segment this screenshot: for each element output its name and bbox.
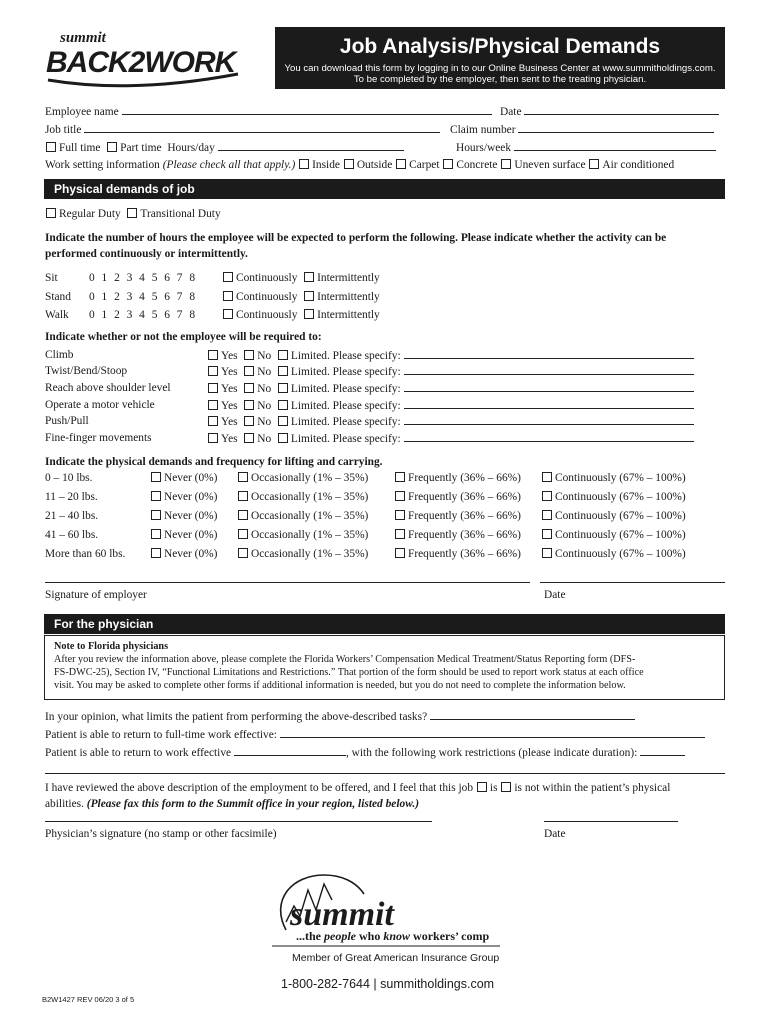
work-setting-label: Work setting information	[45, 159, 160, 171]
concrete-checkbox[interactable]	[443, 159, 453, 169]
job-is-checkbox[interactable]	[477, 782, 487, 792]
hour-scale[interactable]: 0 1 2 3 4 5 6 7 8	[89, 309, 196, 321]
header-instructions	[275, 63, 725, 85]
limited-label: Limited. Please specify:	[290, 383, 401, 395]
no-label: No	[257, 400, 272, 412]
no-label: No	[257, 366, 272, 378]
full-duty-row	[45, 727, 705, 742]
posture-label: Stand	[45, 291, 71, 303]
claim-number-field[interactable]	[518, 122, 714, 133]
logo-summit-text: summit	[60, 30, 106, 46]
tagline-people: people	[324, 929, 356, 943]
employer-date-line[interactable]	[540, 582, 725, 583]
hours-week-field[interactable]	[514, 140, 716, 151]
hour-scale[interactable]: 0 1 2 3 4 5 6 7 8	[89, 272, 196, 284]
form-header	[275, 27, 725, 89]
frequency-checkbox[interactable]	[238, 548, 248, 558]
physician-date-label: Date	[544, 828, 566, 840]
contact-text: 1-800-282-7644 | summitholdings.com	[281, 977, 495, 991]
frequency-label: Occasionally (1% – 35%)	[251, 548, 369, 560]
yes-checkbox[interactable]	[208, 433, 218, 443]
physical-demands-bar: Physical demands of job	[44, 179, 725, 199]
frequency-label: Never (0%)	[164, 548, 218, 560]
activity-options	[207, 414, 694, 429]
member-text: Member of Great American Insurance Group	[292, 952, 500, 964]
yes-label: Yes	[221, 350, 238, 362]
frequency-checkbox[interactable]	[542, 548, 552, 558]
continuously-checkbox[interactable]	[223, 291, 233, 301]
limited-specify-field[interactable]	[404, 364, 694, 375]
lifting-frequency-option	[150, 471, 217, 485]
lifting-frequency-option	[150, 528, 217, 542]
physician-bar: For the physician	[44, 614, 725, 634]
frequency-checkbox[interactable]	[395, 491, 405, 501]
lifting-frequency-option	[394, 471, 521, 485]
limited-specify-field[interactable]	[404, 431, 694, 442]
job-is-not-checkbox[interactable]	[501, 782, 511, 792]
date-field[interactable]	[524, 104, 719, 115]
activity-label: Operate a motor vehicle	[45, 399, 155, 411]
activity-options	[207, 364, 694, 379]
employer-signature-label: Signature of employer	[45, 589, 147, 601]
required-heading: Indicate whether or not the employee will be required to:	[45, 331, 322, 343]
limited-specify-field[interactable]	[404, 381, 694, 392]
lifting-frequency-option	[237, 547, 368, 561]
yes-checkbox[interactable]	[208, 383, 218, 393]
activity-label: Reach above shoulder level	[45, 382, 171, 394]
frequency-checkbox[interactable]	[395, 529, 405, 539]
lifting-heading: Indicate the physical demands and frequency for lifting and carrying.	[45, 456, 383, 468]
lifting-frequency-option	[237, 471, 368, 485]
outside-checkbox[interactable]	[344, 159, 354, 169]
header-sub-line-1: You can download this form by logging in to our Online Business Center at www.summitholdings.com.	[284, 63, 716, 74]
hours-instruction-1: Indicate the number of hours the employee will be expected to perform the following. Please indicate whether the activity can be	[45, 232, 667, 244]
frequency-checkbox[interactable]	[395, 472, 405, 482]
activity-label: Twist/Bend/Stoop	[45, 365, 128, 377]
physician-date-line[interactable]	[544, 821, 678, 822]
frequency-label: Frequently (36% – 66%)	[408, 472, 521, 484]
opinion-label: In your opinion, what limits the patient from performing the above-described tasks?	[45, 711, 428, 723]
job-title-row	[45, 122, 440, 137]
frequency-label: Occasionally (1% – 35%)	[251, 510, 369, 522]
posture-row	[45, 290, 195, 304]
no-checkbox[interactable]	[244, 416, 254, 426]
frequency-checkbox[interactable]	[395, 510, 405, 520]
frequency-label: Continuously (67% – 100%)	[555, 529, 686, 541]
yes-label: Yes	[221, 416, 238, 428]
opinion-field[interactable]	[430, 709, 635, 720]
intermittently-checkbox[interactable]	[304, 291, 314, 301]
no-label: No	[257, 383, 272, 395]
yes-label: Yes	[221, 366, 238, 378]
physician-signature-line[interactable]	[45, 821, 432, 822]
note-line-2: FS-DWC-25), Section IV, “Functional Limitations and Restrictions.” That portion of the form should be used to report work status at each office	[54, 667, 644, 678]
job-is-label: is	[489, 782, 498, 794]
florida-note-box	[44, 635, 725, 700]
no-label: No	[257, 350, 272, 362]
posture-frequency	[222, 308, 380, 322]
work-setting-note: (Please check all that apply.)	[162, 159, 296, 171]
setting-air-conditioned: Air conditioned	[602, 159, 675, 171]
job-title-field[interactable]	[84, 122, 440, 133]
continuously-label: Continuously	[236, 291, 298, 303]
limited-label: Limited. Please specify:	[290, 433, 401, 445]
date-label: Date	[500, 106, 522, 118]
setting-carpet: Carpet	[409, 159, 440, 171]
setting-uneven-surface: Uneven surface	[514, 159, 586, 171]
date-row	[500, 104, 719, 119]
no-checkbox[interactable]	[244, 383, 254, 393]
limited-checkbox[interactable]	[278, 416, 288, 426]
no-label: No	[257, 433, 272, 445]
lifting-frequency-option	[394, 509, 521, 523]
lifting-frequency-option	[237, 528, 368, 542]
restricted-date-field[interactable]	[234, 745, 346, 756]
review-label: I have reviewed the above description of the employment to be offered, and I feel that this job	[45, 782, 474, 794]
limited-label: Limited. Please specify:	[290, 350, 401, 362]
weight-label: More than 60 lbs.	[45, 548, 126, 560]
note-line-1: After you review the information above, please complete the Florida Workers’ Compensation Medical Treatment/Status Reporting form (DFS-	[54, 654, 636, 665]
hours-instruction-2: performed continuously or intermittently.	[45, 248, 248, 260]
lifting-frequency-option	[541, 547, 686, 561]
lifting-frequency-option	[150, 490, 217, 504]
air-conditioned-checkbox[interactable]	[589, 159, 599, 169]
hours-day-label: Hours/day	[167, 142, 215, 154]
frequency-checkbox[interactable]	[151, 548, 161, 558]
yes-label: Yes	[221, 400, 238, 412]
part-time-label: Part time	[120, 142, 162, 154]
frequency-label: Occasionally (1% – 35%)	[251, 529, 369, 541]
regular-duty-checkbox[interactable]	[46, 208, 56, 218]
activity-options	[207, 348, 694, 363]
opinion-row	[45, 709, 635, 724]
frequency-checkbox[interactable]	[542, 510, 552, 520]
activity-label: Climb	[45, 349, 74, 361]
frequency-checkbox[interactable]	[151, 529, 161, 539]
frequency-label: Continuously (67% – 100%)	[555, 548, 686, 560]
form-code: B2W1427 REV 06/20 3 of 5	[42, 995, 135, 1004]
limited-specify-field[interactable]	[404, 398, 694, 409]
full-duty-label: Patient is able to return to full-time work effective:	[45, 729, 277, 741]
no-label: No	[257, 416, 272, 428]
frequency-label: Frequently (36% – 66%)	[408, 510, 521, 522]
frequency-label: Frequently (36% – 66%)	[408, 491, 521, 503]
restricted-label-b: , with the following work restrictions (please indicate duration):	[345, 747, 638, 759]
carpet-checkbox[interactable]	[396, 159, 406, 169]
posture-frequency	[222, 271, 380, 285]
restrictions-field[interactable]	[640, 745, 685, 756]
no-checkbox[interactable]	[244, 433, 254, 443]
lifting-frequency-option	[150, 547, 217, 561]
employment-type-row	[45, 140, 404, 155]
limited-checkbox[interactable]	[278, 350, 288, 360]
abilities-row	[45, 797, 419, 811]
note-title: Note to Florida physicians	[54, 641, 169, 652]
limited-label: Limited. Please specify:	[290, 366, 401, 378]
full-time-label: Full time	[59, 142, 101, 154]
tagline-post: workers’ comp	[410, 929, 490, 943]
employer-signature-line[interactable]	[45, 582, 530, 583]
limited-checkbox[interactable]	[278, 400, 288, 410]
lifting-frequency-option	[394, 490, 521, 504]
continuously-checkbox[interactable]	[223, 272, 233, 282]
activity-options	[207, 398, 694, 413]
intermittently-label: Intermittently	[317, 272, 380, 284]
posture-row	[45, 308, 195, 322]
limited-checkbox[interactable]	[278, 366, 288, 376]
setting-concrete: Concrete	[456, 159, 498, 171]
fax-note: (Please fax this form to the Summit office in your region, listed below.)	[86, 798, 420, 810]
limited-label: Limited. Please specify:	[290, 416, 401, 428]
posture-row	[45, 271, 195, 285]
activity-label: Fine-finger movements	[45, 432, 152, 444]
restricted-row	[45, 745, 685, 760]
tagline-pre: ...the	[296, 929, 324, 943]
frequency-checkbox[interactable]	[238, 472, 248, 482]
summit-brand-text: summit	[290, 896, 394, 933]
employer-date-label: Date	[544, 589, 566, 601]
back2work-logo	[42, 24, 242, 98]
work-setting-row	[45, 158, 674, 172]
frequency-checkbox[interactable]	[238, 510, 248, 520]
lifting-frequency-option	[541, 509, 686, 523]
frequency-label: Occasionally (1% – 35%)	[251, 472, 369, 484]
frequency-label: Occasionally (1% – 35%)	[251, 491, 369, 503]
lifting-frequency-option	[237, 509, 368, 523]
tagline	[296, 929, 489, 944]
weight-label: 11 – 20 lbs.	[45, 491, 98, 503]
lifting-frequency-option	[237, 490, 368, 504]
job-title-label: Job title	[45, 124, 82, 136]
job-is-not-label: is not within the patient’s physical	[514, 782, 671, 794]
hour-scale[interactable]: 0 1 2 3 4 5 6 7 8	[89, 291, 196, 303]
frequency-label: Never (0%)	[164, 491, 218, 503]
lifting-frequency-option	[150, 509, 217, 523]
frequency-checkbox[interactable]	[238, 529, 248, 539]
limited-checkbox[interactable]	[278, 433, 288, 443]
full-duty-field[interactable]	[280, 727, 705, 738]
form-title: Job Analysis/Physical Demands	[339, 35, 661, 58]
weight-label: 21 – 40 lbs.	[45, 510, 99, 522]
frequency-checkbox[interactable]	[238, 491, 248, 501]
frequency-label: Never (0%)	[164, 529, 218, 541]
posture-label: Sit	[45, 272, 58, 284]
lifting-frequency-option	[394, 528, 521, 542]
lifting-frequency-option	[541, 471, 686, 485]
frequency-label: Continuously (67% – 100%)	[555, 472, 686, 484]
activity-label: Push/Pull	[45, 415, 89, 427]
lifting-frequency-option	[394, 547, 521, 561]
restricted-label-a: Patient is able to return to work effective	[45, 747, 232, 759]
frequency-checkbox[interactable]	[151, 510, 161, 520]
intermittently-checkbox[interactable]	[304, 309, 314, 319]
uneven-surface-checkbox[interactable]	[501, 159, 511, 169]
frequency-checkbox[interactable]	[542, 472, 552, 482]
weight-label: 41 – 60 lbs.	[45, 529, 99, 541]
tagline-know: know	[383, 929, 411, 943]
setting-inside: Inside	[312, 159, 340, 171]
intermittently-label: Intermittently	[317, 291, 380, 303]
header-sub-line-2: To be completed by the employer, then sent to the treating physician.	[353, 74, 647, 85]
frequency-checkbox[interactable]	[151, 491, 161, 501]
regular-duty-label: Regular Duty	[59, 208, 121, 220]
weight-label: 0 – 10 lbs.	[45, 472, 93, 484]
review-row	[45, 781, 670, 795]
setting-outside: Outside	[356, 159, 393, 171]
frequency-checkbox[interactable]	[151, 472, 161, 482]
continuously-label: Continuously	[236, 309, 298, 321]
limited-specify-field[interactable]	[404, 348, 694, 359]
yes-label: Yes	[221, 383, 238, 395]
continuously-checkbox[interactable]	[223, 309, 233, 319]
employee-name-field[interactable]	[122, 104, 492, 115]
inside-checkbox[interactable]	[299, 159, 309, 169]
no-checkbox[interactable]	[244, 400, 254, 410]
frequency-checkbox[interactable]	[542, 529, 552, 539]
intermittently-label: Intermittently	[317, 309, 380, 321]
posture-label: Walk	[45, 309, 69, 321]
transitional-duty-checkbox[interactable]	[127, 208, 137, 218]
yes-checkbox[interactable]	[208, 366, 218, 376]
tagline-mid: who	[356, 929, 384, 943]
frequency-label: Frequently (36% – 66%)	[408, 529, 521, 541]
hours-day-field[interactable]	[218, 140, 404, 151]
claim-number-row	[450, 122, 714, 137]
frequency-label: Continuously (67% – 100%)	[555, 491, 686, 503]
frequency-label: Continuously (67% – 100%)	[555, 510, 686, 522]
posture-frequency	[222, 290, 380, 304]
employee-name-label: Employee name	[45, 106, 119, 118]
physician-signature-label: Physician’s signature (no stamp or other facsimile)	[45, 828, 277, 840]
hours-week-row	[456, 140, 716, 155]
limited-specify-field[interactable]	[404, 414, 694, 425]
yes-label: Yes	[221, 433, 238, 445]
activity-options	[207, 431, 694, 446]
yes-checkbox[interactable]	[208, 400, 218, 410]
frequency-label: Frequently (36% – 66%)	[408, 548, 521, 560]
abilities-label: abilities.	[45, 798, 84, 810]
employee-name-row	[45, 104, 492, 119]
hours-week-label: Hours/week	[456, 142, 512, 154]
intermittently-checkbox[interactable]	[304, 272, 314, 282]
continuously-label: Continuously	[236, 272, 298, 284]
activity-options	[207, 381, 694, 396]
lifting-frequency-option	[541, 490, 686, 504]
note-line-3: visit. You may be asked to complete other forms if additional information is needed, but you do not need to complete the information below.	[54, 680, 626, 691]
restrictions-continuation-line[interactable]	[45, 773, 725, 774]
no-checkbox[interactable]	[244, 350, 254, 360]
logo-main-text: BACK2WORK	[46, 46, 236, 79]
limited-label: Limited. Please specify:	[290, 400, 401, 412]
frequency-label: Never (0%)	[164, 472, 218, 484]
frequency-checkbox[interactable]	[395, 548, 405, 558]
limited-checkbox[interactable]	[278, 383, 288, 393]
no-checkbox[interactable]	[244, 366, 254, 376]
duty-type-row	[45, 207, 221, 221]
lifting-frequency-option	[541, 528, 686, 542]
frequency-label: Never (0%)	[164, 510, 218, 522]
yes-checkbox[interactable]	[208, 350, 218, 360]
yes-checkbox[interactable]	[208, 416, 218, 426]
full-time-checkbox[interactable]	[46, 142, 56, 152]
transitional-duty-label: Transitional Duty	[140, 208, 221, 220]
frequency-checkbox[interactable]	[542, 491, 552, 501]
claim-number-label: Claim number	[450, 124, 516, 136]
part-time-checkbox[interactable]	[107, 142, 117, 152]
